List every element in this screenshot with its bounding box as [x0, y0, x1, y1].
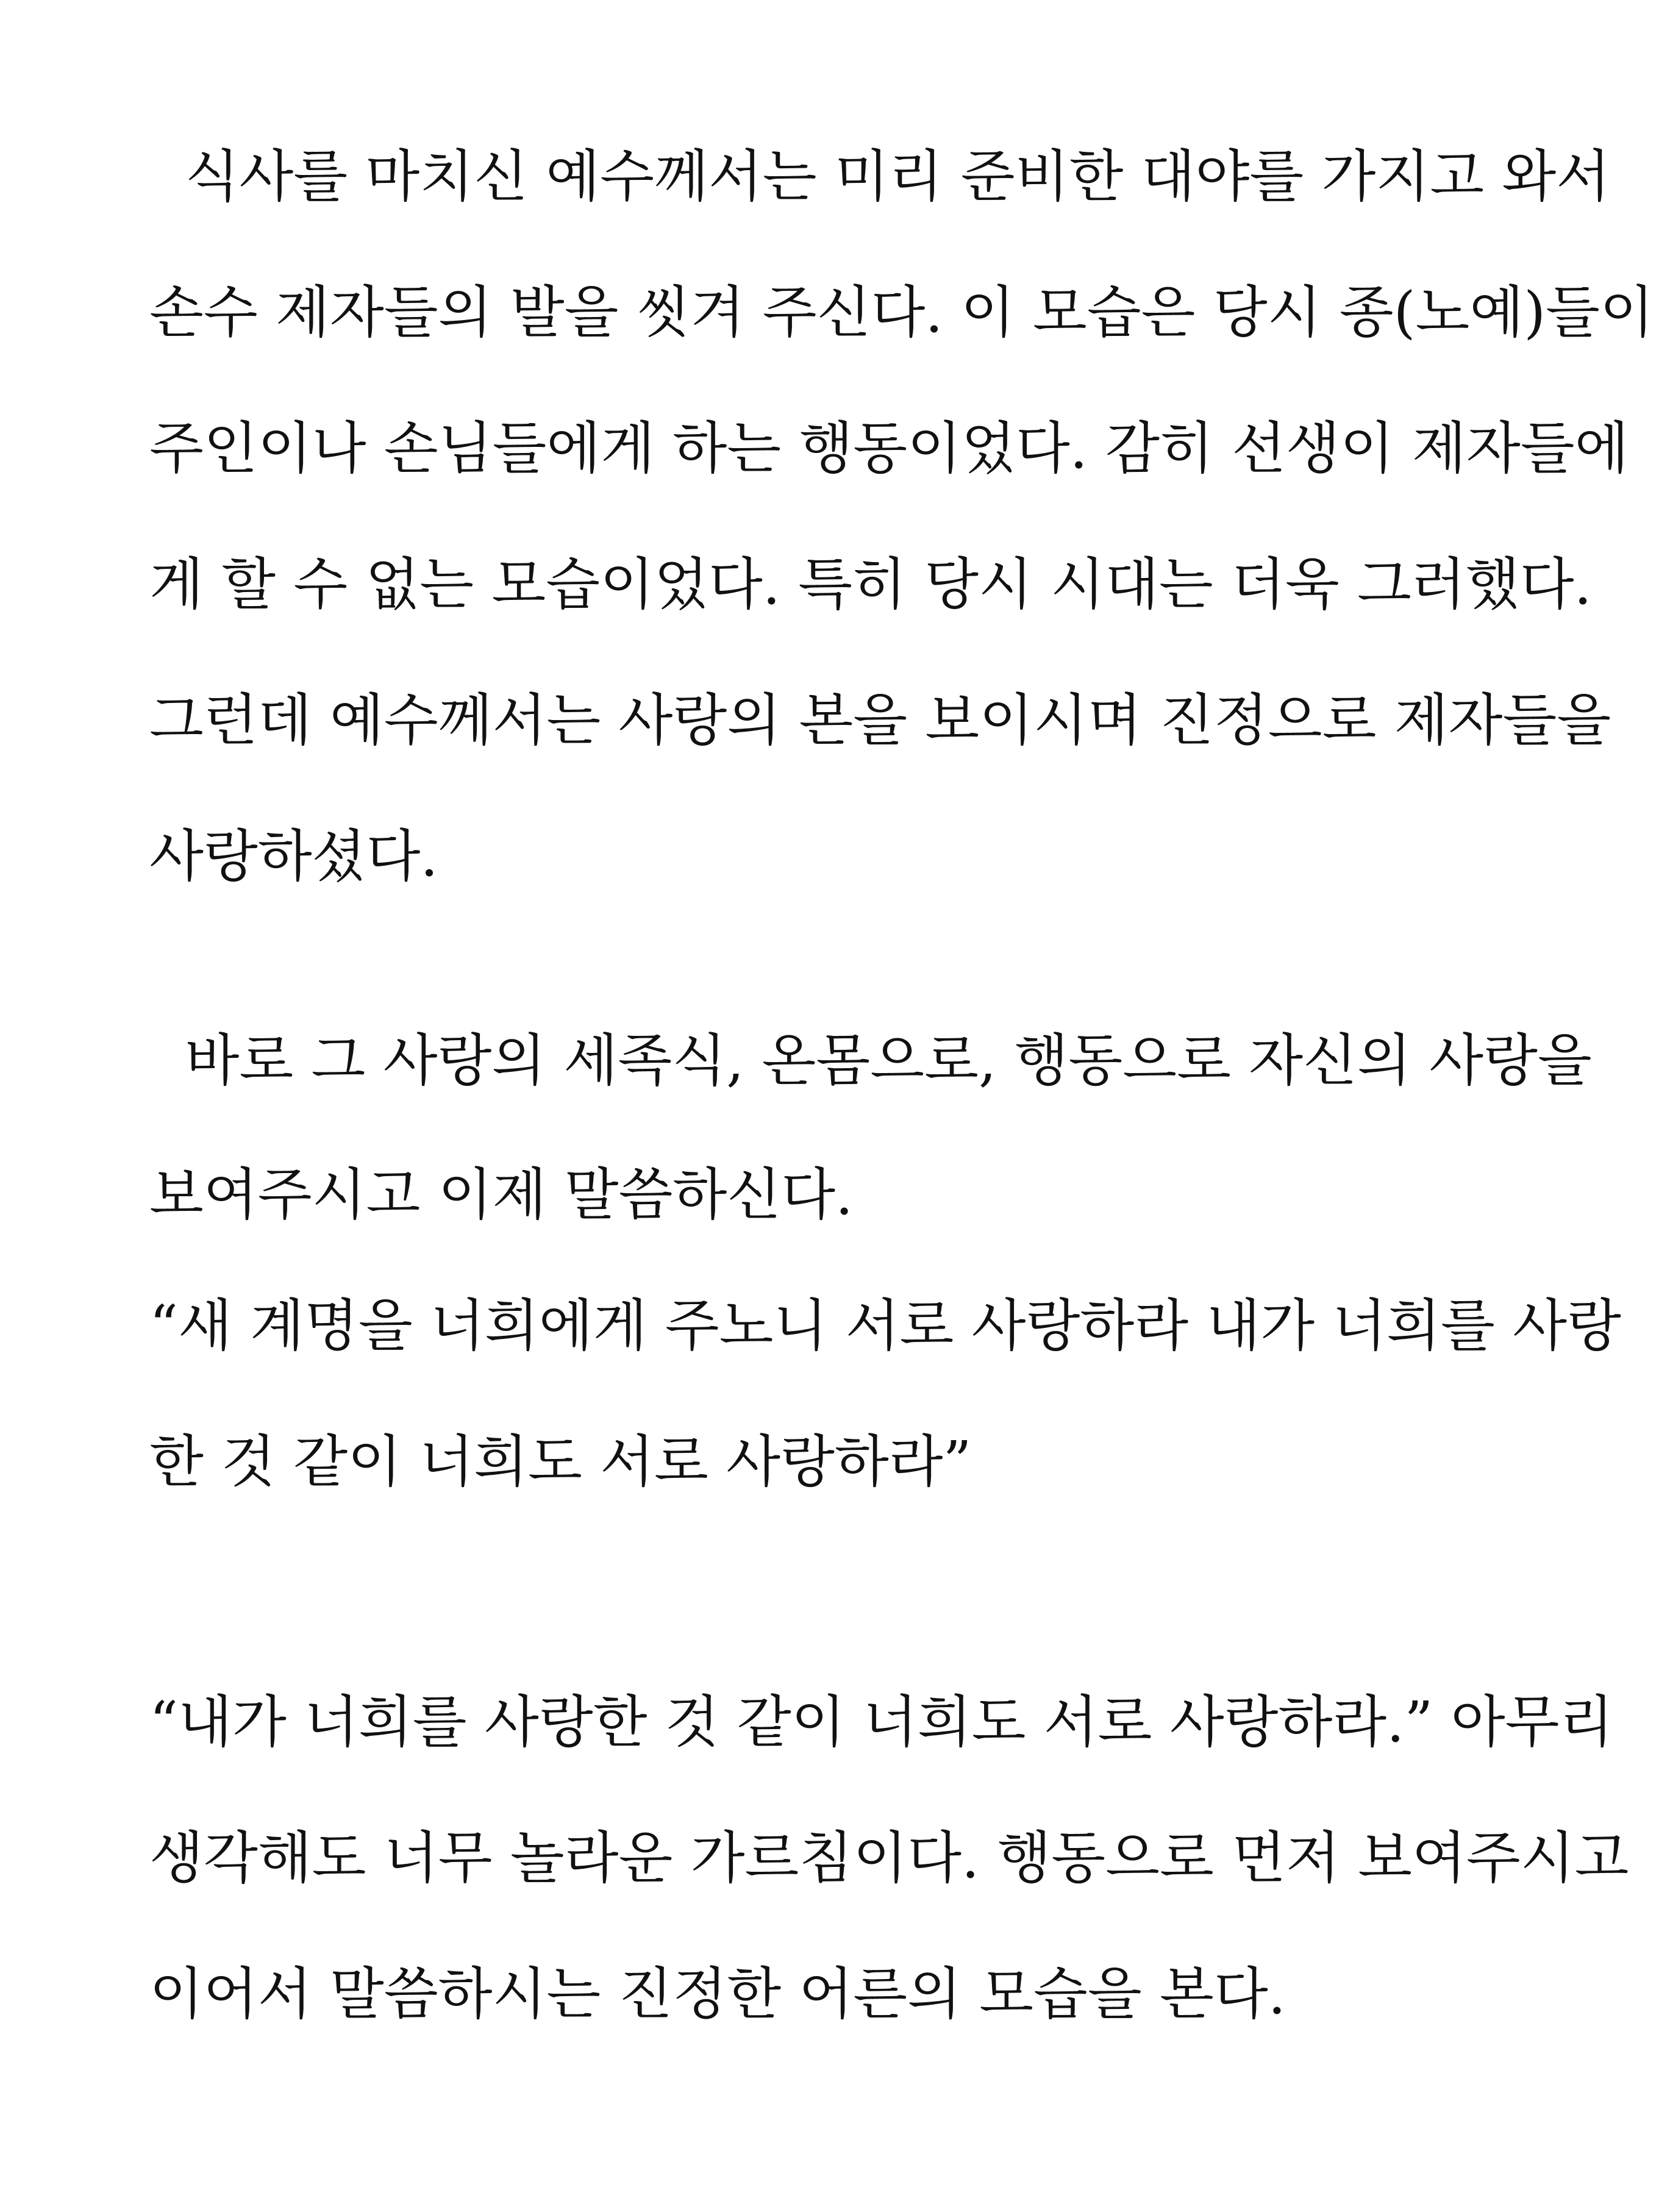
paragraph-1-line-5: 그런데 예수께서는 사랑의 본을 보이시며 진정으로 제자들을 [149, 688, 1611, 753]
paragraph-3-line-2: 생각해도 너무 놀라운 가르침이다. 행동으로 먼저 보여주시고 [149, 1825, 1629, 1891]
paragraph-1-line-6: 사랑하셨다. [149, 824, 438, 889]
paragraph-2-line-3: “새 계명을 너희에게 주노니 서로 사랑하라 내가 너희를 사랑 [149, 1293, 1621, 1358]
paragraph-1-line-4: 게 할 수 없는 모습이었다. 특히 당시 시대는 더욱 그러했다. [149, 552, 1592, 617]
paragraph-3-line-3: 이어서 말씀하시는 진정한 어른의 모습을 본다. [149, 1961, 1286, 2027]
paragraph-3-line-1: “내가 너희를 사랑한 것 같이 너희도 서로 사랑하라.” 아무리 [149, 1689, 1614, 1755]
paragraph-2-line-1: 바로 그 사랑의 세족식, 온몸으로, 행동으로 자신의 사랑을 [149, 1028, 1592, 1093]
paragraph-1-line-3: 주인이나 손님들에게 하는 행동이었다. 감히 선생이 제자들에 [149, 416, 1629, 481]
paragraph-2-line-4: 한 것 같이 너희도 서로 사랑하라” [149, 1429, 972, 1494]
paragraph-1-line-2: 손수 제자들의 발을 씻겨 주신다. 이 모습은 당시 종(노예)들이 [149, 280, 1654, 345]
paragraph-2-line-2: 보여주시고 이제 말씀하신다. [149, 1162, 854, 1227]
paragraph-1-line-1: 식사를 마치신 예수께서는 미리 준비한 대야를 가지고 와서 [149, 144, 1611, 209]
